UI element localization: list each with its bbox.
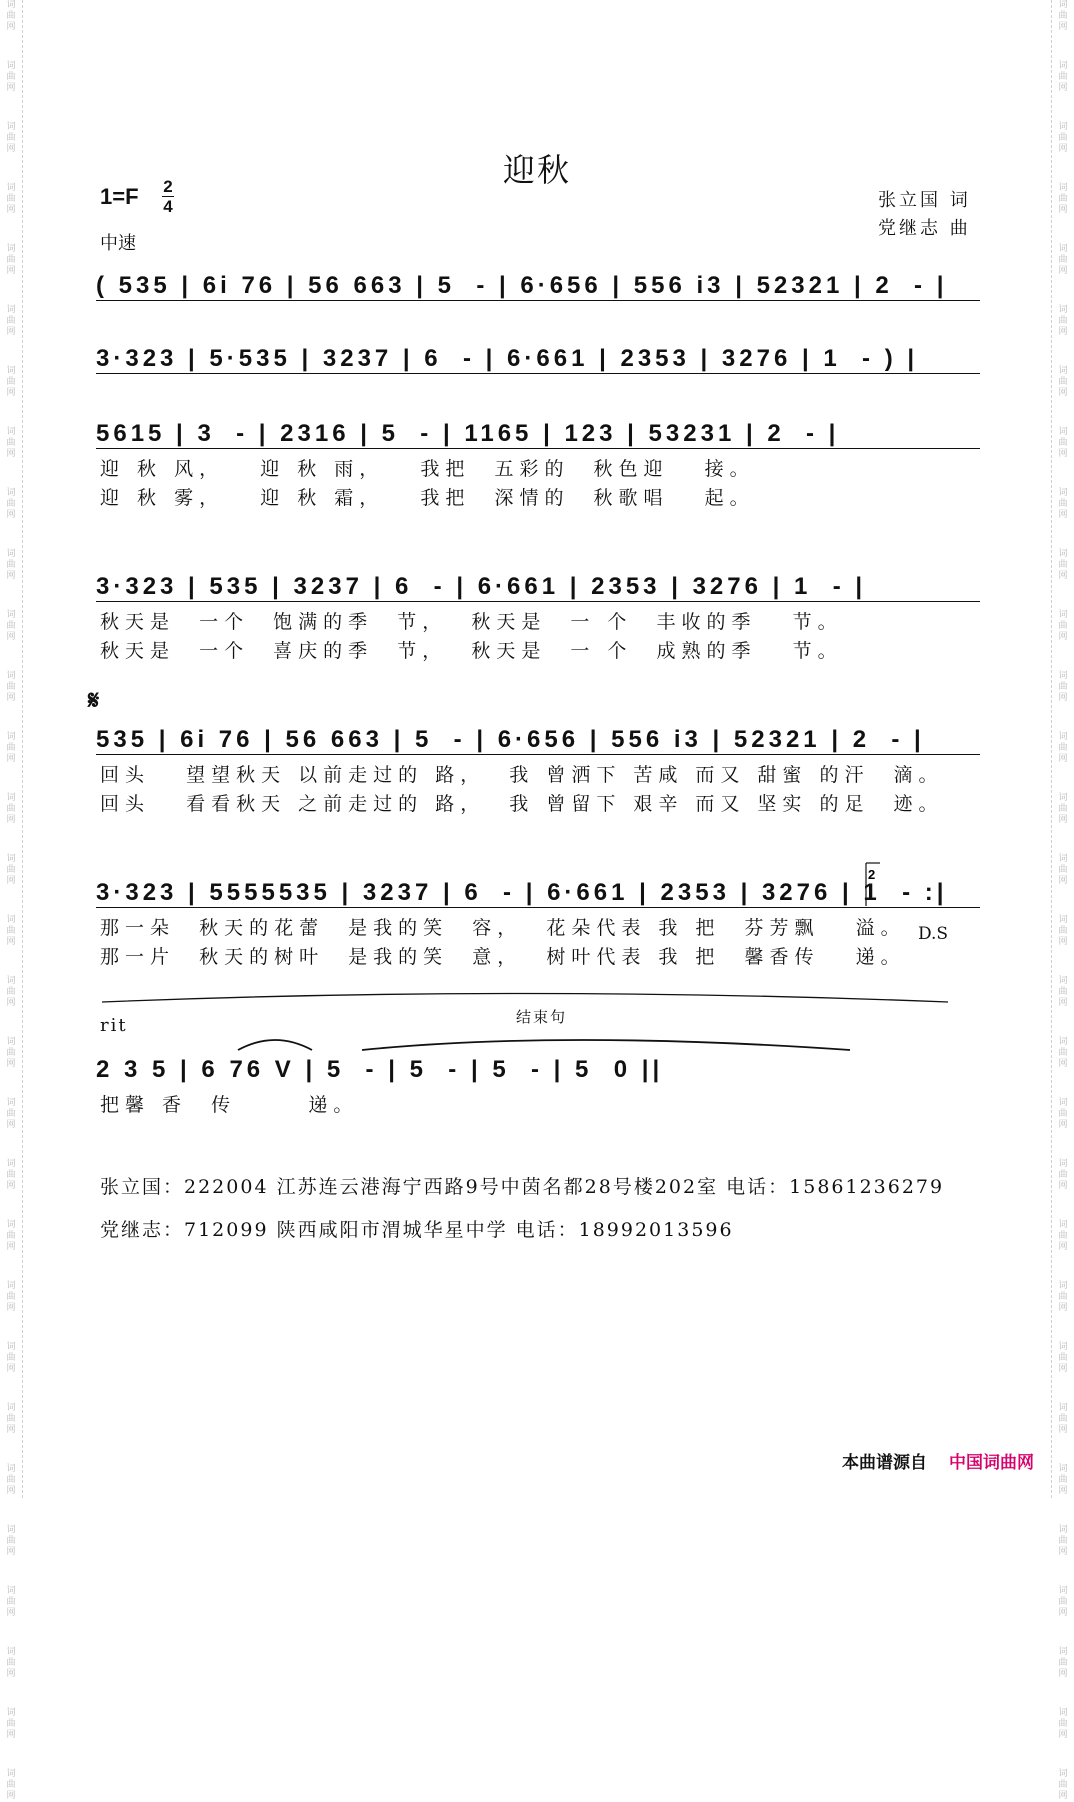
lyrics-ending: 把馨 香 传 递。 [100,1094,359,1116]
lyrics-verse-1: 迎 秋 风， 迎 秋 雨， 我把 五彩的 秋色迎 接。 [100,458,755,480]
notes-text: 2 3 5 | 6 76 V | 5 - | 5 - | 5 - | 5 0 || [96,1056,664,1083]
watermark-text: 词曲网 [6,1586,16,1618]
watermark-text: 词曲网 [6,1037,16,1069]
contact-composer: 党继志：712099 陕西咸阳市渭城华星中学 电话：18992013596 [100,1219,734,1241]
watermark-text: 词曲网 [1058,488,1068,520]
watermark-text: 词曲网 [1058,854,1068,886]
key-signature: 1=F [100,184,139,209]
watermark-text: 词曲网 [6,0,16,32]
contact-lyricist: 张立国：222004 江苏连云港海宁西路9号中茵名都28号楼202室 电话：15861236279 [100,1176,945,1198]
watermark-text: 词曲网 [6,610,16,642]
watermark-text: 词曲网 [1058,305,1068,337]
watermark-text: 词曲网 [6,1769,16,1801]
watermark-text: 词曲网 [1058,1403,1068,1435]
watermark-text: 词曲网 [6,1525,16,1557]
footer-source [842,1448,1034,1473]
watermark-text: 词曲网 [6,1220,16,1252]
watermark-text: 词曲网 [6,732,16,764]
lyrics-verse-2: 秋天是 一个 喜庆的季 节， 秋天是 一 个 成熟的季 节。 [100,640,843,662]
watermark-text: 词曲网 [1058,976,1068,1008]
da-segno-mark: D.S [918,924,949,944]
watermark-text: 词曲网 [6,61,16,93]
watermark-text: 词曲网 [6,854,16,886]
lyrics-verse-2: 迎 秋 雾， 迎 秋 霜， 我把 深情的 秋歌唱 起。 [100,487,755,509]
watermark-text: 词曲网 [1058,1342,1068,1374]
watermark-text: 词曲网 [1058,1098,1068,1130]
lyrics-verse-1: 那一朵 秋天的花蕾 是我的笑 容， 花朵代表 我 把 芬芳飘 溢。 [100,917,906,939]
watermark-text: 词曲网 [6,1342,16,1374]
watermark-text: 词曲网 [6,1281,16,1313]
watermark-text: 词曲网 [6,1708,16,1740]
fermata-tie [238,1040,312,1050]
watermark-text: 词曲网 [1058,610,1068,642]
watermark-text: 词曲网 [1058,183,1068,215]
notes-text: 3·323 | 535 | 3237 | 6 - | 6·661 | 2353 | 3276 | 1 - | [96,573,867,600]
watermark-text: 词曲网 [6,1159,16,1191]
watermark-text: 词曲网 [1058,1525,1068,1557]
watermark-text: 词曲网 [6,366,16,398]
watermark-text: 词曲网 [6,549,16,581]
tempo-marking: 中速 [100,233,136,254]
watermark-text: 词曲网 [1058,1464,1068,1496]
watermark-text: 词曲网 [6,976,16,1008]
watermark-text: 词曲网 [1058,122,1068,154]
watermark-text: 词曲网 [1058,427,1068,459]
watermark-text: 词曲网 [1058,366,1068,398]
watermark-text: 词曲网 [6,122,16,154]
ending-label: 结束句 [516,1008,568,1026]
composer-credit: 党继志 曲 [878,218,971,239]
rit-marking: rit [100,1015,128,1036]
lyrics-verse-2: 那一片 秋天的树叶 是我的笑 意， 树叶代表 我 把 馨香传 递。 [100,946,906,968]
watermark-text: 词曲网 [6,244,16,276]
lyrics-verse-1: 回头 望望秋天 以前走过的 路， 我 曾洒下 苦咸 而又 甜蜜 的汗 滴。 [100,764,944,786]
notes-text: 535 | 6i 76 | 56 663 | 5 - | 6·656 | 556 i3 | 52321 | 2 - | [96,726,925,753]
notes-text: 3·323 | 5555535 | 3237 | 6 - | 6·661 | 2353 | 3276 | 1 - :| [96,879,948,906]
watermark-text: 词曲网 [1058,61,1068,93]
lyricist-credit: 张立国 词 [878,190,971,211]
lyrics-verse-2: 回头 看看秋天 之前走过的 路， 我 曾留下 艰辛 而又 坚实 的足 迹。 [100,793,944,815]
watermark-text: 词曲网 [6,1403,16,1435]
watermark-text: 词曲网 [1058,793,1068,825]
notes-text: ( 535 | 6i 76 | 56 663 | 5 - | 6·656 | 556 i3 | 52321 | 2 - | [96,272,948,299]
watermark-text: 词曲网 [6,793,16,825]
watermark-text: 词曲网 [6,1464,16,1496]
time-signature-bottom: 4 [163,197,173,216]
rit-phrase-arc [102,994,948,1003]
watermark-text: 词曲网 [1058,915,1068,947]
watermark-text: 词曲网 [1058,1586,1068,1618]
segno-sign: 𝄋 [88,686,100,716]
watermark-text: 词曲网 [1058,1220,1068,1252]
watermark-text: 词曲网 [1058,1769,1068,1801]
watermark-text: 词曲网 [1058,244,1068,276]
ending-tie [362,1040,850,1050]
watermark-text: 词曲网 [1058,0,1068,32]
watermark-text: 词曲网 [6,183,16,215]
watermark-text: 词曲网 [1058,671,1068,703]
notes-text: 5615 | 3 - | 2316 | 5 - | 1165 | 123 | 53231 | 2 - | [96,420,840,447]
watermark-text: 词曲网 [1058,1281,1068,1313]
volta-number: 2 [868,867,876,882]
watermark-text: 词曲网 [6,1098,16,1130]
watermark-text: 词曲网 [1058,1708,1068,1740]
watermark-text: 词曲网 [6,488,16,520]
watermark-text: 词曲网 [6,915,16,947]
lyrics-verse-1: 秋天是 一个 饱满的季 节， 秋天是 一 个 丰收的季 节。 [100,611,843,633]
footer-brand-link[interactable]: 中国词曲网 [949,1453,1034,1472]
watermark-text: 词曲网 [1058,732,1068,764]
watermark-text: 词曲网 [6,427,16,459]
time-signature-top: 2 [163,177,173,196]
song-title: 迎秋 [502,151,571,189]
watermark-text: 词曲网 [6,1647,16,1679]
watermark-text: 词曲网 [6,671,16,703]
watermark-text: 词曲网 [1058,1647,1068,1679]
notes-text: 3·323 | 5·535 | 3237 | 6 - | 6·661 | 2353 | 3276 | 1 - ) | [96,345,919,372]
footer-source-label: 本曲谱源自 [842,1453,927,1472]
watermark-text: 词曲网 [1058,549,1068,581]
watermark-text: 词曲网 [1058,1159,1068,1191]
watermark-text: 词曲网 [6,305,16,337]
watermark-text: 词曲网 [1058,1037,1068,1069]
